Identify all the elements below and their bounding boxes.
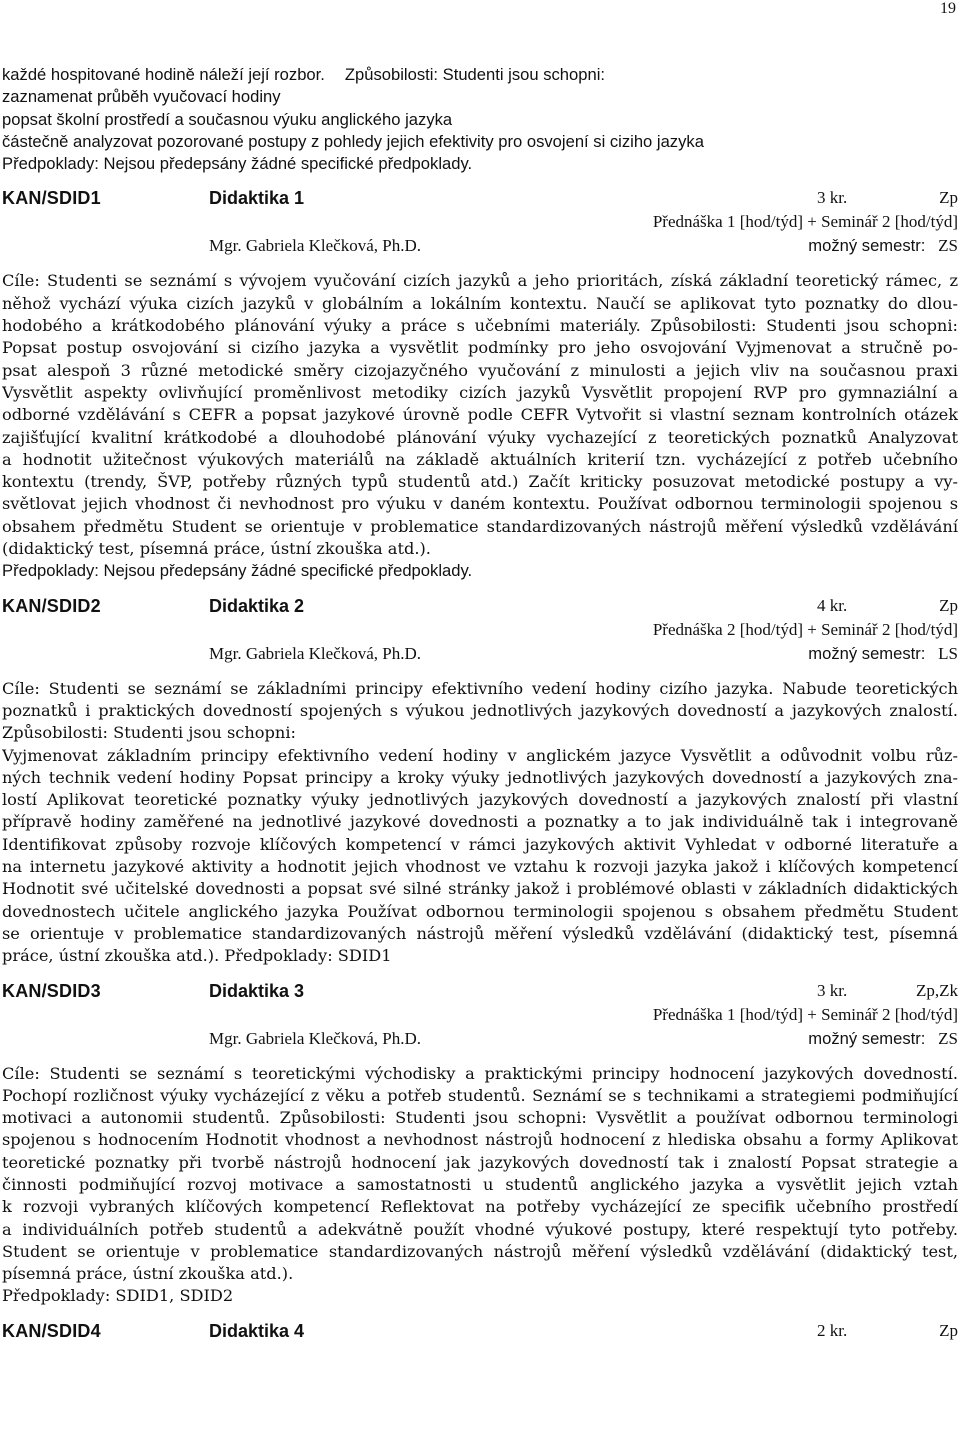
description-line: (didaktický test, písemná práce, ústní zkouška atd.).	[2, 539, 431, 559]
course-teacher: Mgr. Gabriela Klečková, Ph.D.	[209, 643, 421, 663]
description-line: teoretické poznatky při tvorbě nástrojů hodnocení jak jazykových dovedností tak i znalostí Popsat strategie a	[2, 1152, 958, 1172]
course-hours: Přednáška 1 [hod/týd] + Seminář 2 [hod/týd]	[652, 212, 958, 232]
description-line: Cíle: Studenti se seznámí s vývojem vyučování cizích jazyků a jeho prioritách, získá základní teoretický rámec, z	[2, 271, 958, 291]
intro-line: částečně analyzovat pozorované postupy z pohledy jejich efektivity pro osvojení si ciziho jazyka	[2, 131, 704, 151]
description-line: poznatků i praktických dovedností spojených s výukou jednotlivých jazykových dovedností a jazykových znalostí.	[2, 700, 958, 720]
description-line: hodobého a krátkodobého plánování výuky a práce s učebními materiály. Způsobilosti: Studenti jsou schopni:	[2, 316, 958, 336]
prerequisites: Předpoklady: Nejsou předepsány žádné specifické předpoklady.	[2, 154, 473, 174]
course-completion: Zp	[939, 1320, 958, 1340]
course-name: Didaktika 1	[209, 188, 305, 209]
course-sdid2	[2, 596, 958, 968]
course-code: KAN/SDID3	[2, 980, 101, 1001]
description-line: lostí Aplikovat teoretické poznatky výuky jednotlivých jazykových dovedností a jazykových znalostí při vlastní	[2, 790, 958, 810]
description-line: Vysvětlit aspekty ovlivňující proměnlivost metodiky cizích jazyků Vysvětlit propojení RVP pro gymnaziální a	[2, 382, 958, 402]
description-line: Popsat postup osvojování si cizího jazyka a vysvětlit podmínky pro jeho osvojování Vyjmenovat a stručně po-	[2, 338, 958, 358]
description-line: Student se orientuje v problematice standardizovaných nástrojů měření výsledků vzdělávání (didaktický test,	[2, 1241, 958, 1261]
course-sdid3	[2, 981, 958, 1308]
description-line: Identifikovat způsoby rozvoje klíčových kompetencí v rámci jazykových aktivit Vyhledat v odborné literatuře a	[2, 834, 958, 854]
course-semester: možný semestr: ZS	[808, 1028, 958, 1048]
course-description	[2, 678, 958, 968]
description-line: Způsobilosti: Studenti jsou schopni:	[2, 723, 296, 743]
course-hours: Přednáška 2 [hod/týd] + Seminář 2 [hod/týd]	[652, 619, 958, 639]
course-teacher: Mgr. Gabriela Klečková, Ph.D.	[209, 236, 421, 256]
description-line: Pochopí rozličnost výuky vycházející z věku a potřeb studentů. Seznámí se s technikami a strategiemi podmiňující	[2, 1085, 958, 1105]
description-line: psat alespoň 3 různé metodické směry cizojazyčného vyučování z minulosti a jejich vliv na současnou praxi	[2, 360, 958, 380]
description-line: ných technik vedení hodiny Popsat principy a kroky výuky jednotlivých jazykových dovedností a jazykových zna-	[2, 767, 958, 787]
prerequisites: práce, ústní zkouška atd.). Předpoklady: SDID1	[2, 946, 392, 966]
document-body	[2, 64, 958, 1345]
description-line: Cíle: Studenti se seznámí se základními principy efektivního vedení hodiny cizího jazyka. Nabude teoretických	[2, 678, 958, 698]
course-semester: možný semestr: LS	[808, 643, 958, 663]
course-credits: 3 kr.	[817, 980, 848, 1000]
course-credits: 3 kr.	[817, 188, 848, 208]
description-line: přípravě hodiny zaměřené na jednotlivé jazykové dovednosti a poznatky a to jak individuálně tak i integrovaně	[2, 812, 958, 832]
course-completion: Zp	[939, 188, 958, 208]
intro-line: každé hospitované hodině náleží její rozbor. Způsobilosti: Studenti jsou schopni:	[2, 65, 605, 84]
description-line: dovednostech učitele anglického jazyka Používat odbornou terminologii spojenou s obsahem předmětu Student	[2, 901, 958, 921]
course-code: KAN/SDID1	[2, 188, 101, 209]
description-line: kontextu (trendy, ŠVP, potřeby různých typů studentů atd.) Začít kriticky posuzovat metodické postupy a vy-	[2, 472, 958, 492]
description-line: něhož vychází výuka cizích jazyků v globálním a lokálním kontextu. Naučí se aplikovat tyto poznatky do dlou-	[2, 293, 958, 313]
course-description	[2, 270, 958, 582]
description-line: Vyjmenovat základním principy efektivního vedení hodiny v anglickém jazyce Vysvětlit a odůvodnit volbu růz-	[2, 745, 958, 765]
description-line: a individuálních potřeb studentů a adekvátně použít vhodné výukové postupy, které respektují tyto potřeby.	[2, 1219, 958, 1239]
description-line: k rozvoji vybraných klíčových kompetencí Reflektovat na potřeby vycházející ze specifik učebního prostředí	[2, 1197, 958, 1217]
prerequisites: Předpoklady: Nejsou předepsány žádné specifické předpoklady.	[2, 561, 473, 581]
description-line: činnosti podmiňující rozvoj motivace a samostatnosti u studentů anglického jazyka a vysvětlit jejich vztah	[2, 1174, 958, 1194]
description-line: motivaci a autonomii studentů. Způsobilosti: Studenti jsou schopni: Vysvětlit a používat odbornou terminologi	[2, 1108, 958, 1128]
intro-line: zaznamenat průběh vyučovací hodiny	[2, 87, 281, 107]
prerequisites: Předpoklady: SDID1, SDID2	[2, 1286, 234, 1306]
description-line: Cíle: Studenti se seznámí s teoretickými východisky a praktickými principy hodnocení jazykových dovedností.	[2, 1063, 958, 1083]
intro-section	[2, 64, 958, 175]
course-credits: 2 kr.	[817, 1320, 848, 1340]
course-completion: Zp,Zk	[915, 980, 958, 1000]
description-line: písemná práce, ústní zkouška atd.).	[2, 1264, 294, 1284]
course-completion: Zp	[939, 595, 958, 615]
course-description	[2, 1063, 958, 1308]
description-line: světlovat jejich vhodnost či nevhodnost pro výuku v daném kontextu. Používat odbornou terminologii spojenou s	[2, 494, 958, 514]
course-semester: možný semestr: ZS	[808, 236, 958, 256]
course-teacher: Mgr. Gabriela Klečková, Ph.D.	[209, 1028, 421, 1048]
description-line: se orientuje v problematice standardizovaných nástrojů měření výsledků vzdělávání (didaktický test, písemná	[2, 923, 958, 943]
course-sdid4	[2, 1321, 958, 1345]
page-number: 19	[940, 0, 956, 17]
description-line: obsahem předmětu Student se orientuje v problematice standardizovaných nástrojů měření výsledků vzdělávání	[2, 516, 958, 536]
description-line: zajišťující kvalitní krátkodobé a dlouhodobé plánování výuky vychazející z teoretických poznatků Analyzovat	[2, 427, 958, 447]
course-name: Didaktika 3	[209, 980, 305, 1001]
description-line: Hodnotit své učitelské dovednosti a popsat své silné stránky jakož i problémové oblasti v základních didaktických	[2, 879, 958, 899]
intro-line: popsat školní prostředí a současnou výuku anglického jazyka	[2, 109, 453, 129]
course-code: KAN/SDID4	[2, 1320, 101, 1341]
description-line: odborné vzdělávání s CEFR a popsat jazykové úrovně podle CEFR Vytvořit si vlastní seznam kontrolních otázek	[2, 405, 958, 425]
course-name: Didaktika 4	[209, 1320, 305, 1341]
description-line: a hodnotit užitečnost výukových materiálů na základě aktuálních kriterií tzn. vycházející z potřeb učebního	[2, 449, 958, 469]
course-hours: Přednáška 1 [hod/týd] + Seminář 2 [hod/týd]	[652, 1004, 958, 1024]
course-code: KAN/SDID2	[2, 595, 101, 616]
course-sdid1	[2, 188, 958, 582]
description-line: na internetu jazykové aktivity a hodnotit jejich vhodnost ve vztahu k rozvoji jazyka jakož i klíčových kompetencí	[2, 857, 958, 877]
course-credits: 4 kr.	[817, 595, 848, 615]
description-line: spojenou s hodnocením Hodnotit vhodnost a nevhodnost nástrojů hodnocení z hlediska obsahu a formy Aplikovat	[2, 1130, 958, 1150]
course-name: Didaktika 2	[209, 595, 305, 616]
